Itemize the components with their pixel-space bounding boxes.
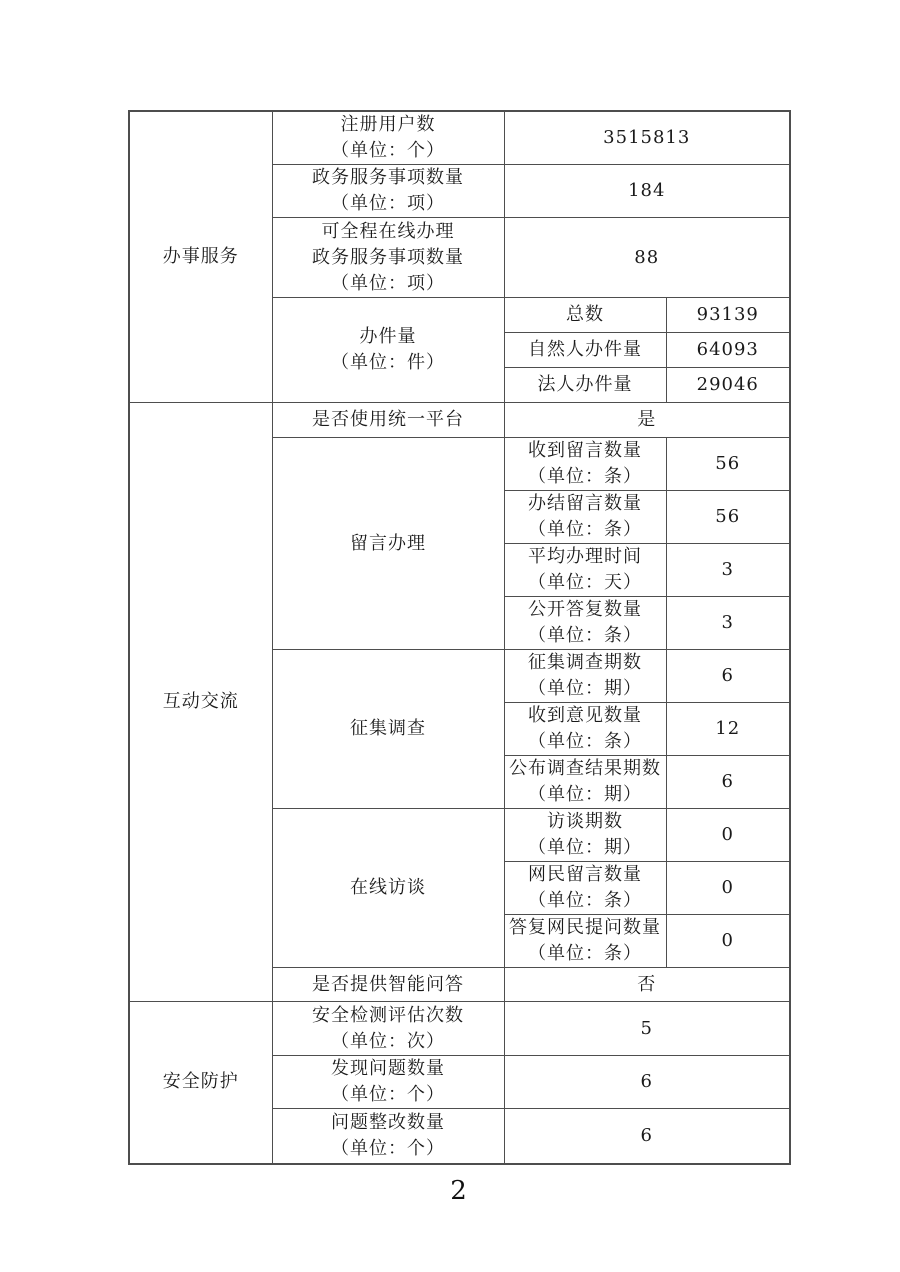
section-title-label: 办事服务 [162,246,239,267]
submetric-label: 收到留言数量 [528,440,642,461]
submetric-value: 56 [666,491,790,544]
submetric-value: 3 [666,544,790,597]
submetric-unit: （单位：条） [528,890,642,911]
submetric-label: 公开答复数量 [528,599,642,620]
submetric-label: 总数 [504,298,666,333]
submetric-label: 自然人办件量 [504,333,666,368]
metric-unit: （单位：个） [331,1084,445,1105]
metric-value: 5 [504,1002,790,1056]
metric-group-label: 征集调查 [350,718,426,739]
submetric-value: 12 [666,703,790,756]
submetric-value: 3 [666,597,790,650]
submetric-label: 办结留言数量 [528,493,642,514]
metric-group-label: 办件量 [359,326,417,347]
metric-label-cell [272,968,504,1002]
metric-unit: （单位：项） [331,193,445,214]
section-title-label: 互动交流 [162,691,239,712]
metric-unit: （单位：个） [331,140,445,161]
metric-group-label: 在线访谈 [350,877,426,898]
submetric-unit: （单位：期） [528,784,642,805]
submetric-label: 征集调查期数 [528,652,642,673]
metric-label: 是否使用统一平台 [312,409,464,430]
metric-group-label: 留言办理 [350,532,426,554]
submetric-value: 93139 [666,298,790,333]
metric-label: 政务服务事项数量 [312,246,464,268]
submetric-label-cell [504,809,666,862]
submetric-label: 法人办件量 [504,368,666,403]
submetric-unit: （单位：条） [528,943,642,964]
metric-group-unit: （单位：件） [331,352,445,373]
submetric-unit: （单位：天） [528,572,642,593]
submetric-value: 6 [666,650,790,703]
metric-label: 安全检测评估次数 [312,1004,464,1026]
submetric-value: 56 [666,438,790,491]
submetric-unit: （单位：条） [528,519,642,540]
metric-label-cell [272,111,504,165]
submetric-label: 平均办理时间 [528,546,642,567]
submetric-label-cell [504,438,666,491]
submetric-label: 公布调查结果期数 [509,758,661,779]
section-title-label: 安全防护 [162,1071,239,1093]
metric-label-cell [272,1109,504,1164]
metric-value: 88 [504,218,790,298]
metric-unit: （单位：次） [331,1030,445,1052]
metric-label-cell [272,1056,504,1109]
submetric-label: 网民留言数量 [528,864,642,885]
section-title-service [129,111,272,403]
page-number: 2 [450,1176,467,1206]
metric-label: 政务服务事项数量 [312,167,464,188]
metric-label: 问题整改数量 [331,1111,445,1133]
submetric-label-cell [504,597,666,650]
metric-value: 否 [504,968,790,1002]
submetric-value: 0 [666,862,790,915]
metric-label: 是否提供智能问答 [312,973,464,995]
submetric-value: 64093 [666,333,790,368]
submetric-unit: （单位：期） [528,678,642,699]
metric-label: 注册用户数 [340,114,436,135]
metric-group-cell [272,298,504,403]
metric-unit: （单位：项） [331,272,445,294]
submetric-label-cell [504,544,666,597]
metric-group-cell [272,650,504,809]
submetric-label-cell [504,703,666,756]
submetric-label: 收到意见数量 [528,705,642,726]
submetric-label-cell [504,862,666,915]
metric-group-cell [272,809,504,968]
submetric-value: 0 [666,915,790,968]
metric-label: 可全程在线办理 [321,220,455,242]
submetric-unit: （单位：期） [528,837,642,858]
section-title-security [129,1002,272,1164]
metric-label-cell [272,218,504,298]
submetric-label-cell [504,756,666,809]
metric-label-cell [272,403,504,438]
section-title-interaction [129,403,272,1002]
metric-value: 184 [504,165,790,218]
submetric-label-cell [504,491,666,544]
metric-unit: （单位：个） [331,1137,445,1159]
submetric-unit: （单位：条） [528,731,642,752]
metric-label-cell [272,165,504,218]
table-row [129,403,790,438]
submetric-label-cell [504,915,666,968]
metric-label-cell [272,1002,504,1056]
table-row [129,111,790,165]
metric-group-cell [272,438,504,650]
metric-label: 发现问题数量 [331,1058,445,1079]
metric-value: 6 [504,1056,790,1109]
submetric-label: 访谈期数 [547,811,623,832]
submetric-unit: （单位：条） [528,625,642,646]
annual-report-table [128,110,791,1165]
submetric-value: 29046 [666,368,790,403]
submetric-value: 6 [666,756,790,809]
submetric-value: 0 [666,809,790,862]
metric-value: 6 [504,1109,790,1164]
submetric-unit: （单位：条） [528,466,642,487]
table-row [129,1002,790,1056]
metric-value: 是 [504,403,790,438]
submetric-label-cell [504,650,666,703]
submetric-label: 答复网民提问数量 [509,917,661,938]
metric-value: 3515813 [504,111,790,165]
